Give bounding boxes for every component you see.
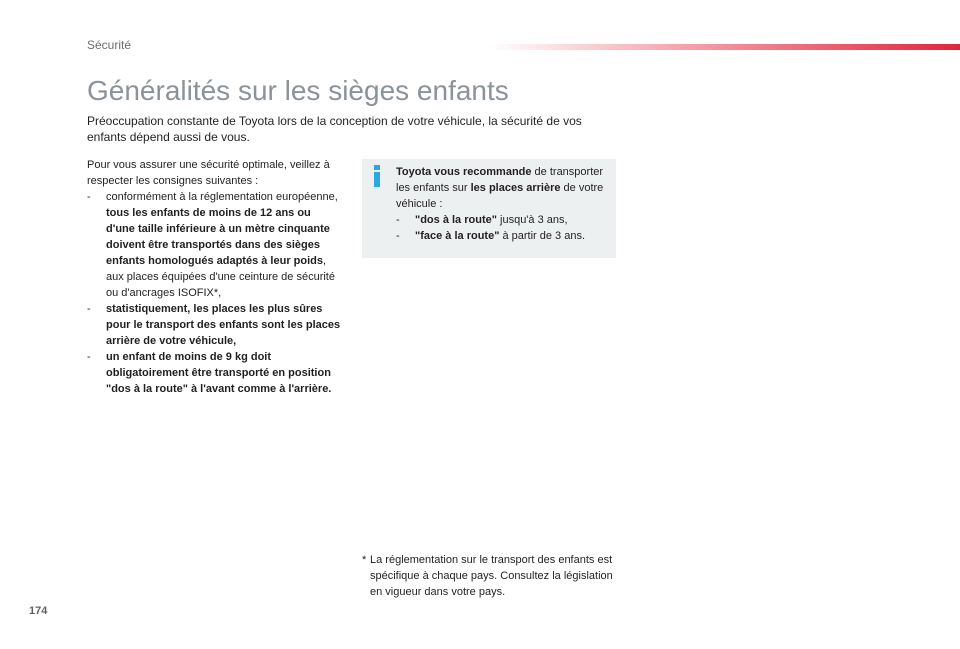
list-dash: - xyxy=(87,191,91,203)
recommendation-box xyxy=(362,159,616,258)
list-item xyxy=(87,349,342,397)
list-item-bold: statistiquement, les places les plus sûres pour le transport des enfants sont les places arrière de votre véhicule, xyxy=(106,303,341,347)
recommendation-fragment: de transporter les enfants sur xyxy=(396,166,604,194)
recommendation-text xyxy=(396,164,608,244)
list-item xyxy=(396,228,608,244)
recommendation-strong: Toyota vous recommande xyxy=(396,166,532,178)
footnote xyxy=(362,552,622,600)
header-accent-bar xyxy=(490,44,960,50)
list-item xyxy=(87,189,342,301)
section-label: Sécurité xyxy=(87,38,132,52)
intro-paragraph: Préoccupation constante de Toyota lors de la conception de votre véhicule, la sécurité de vos enfants dépend aussi de vous. xyxy=(87,114,582,144)
recommendation-places: les places arrière xyxy=(470,182,561,194)
list-item-text: à partir de 3 ans. xyxy=(499,230,586,242)
recommendation-lead xyxy=(396,164,608,212)
list-item-bold: tous les enfants de moins de 12 ans ou d'une taille inférieure à un mètre cinquante doivent être transportés dans des sièges enfants homologués adaptés à leur poids xyxy=(106,207,330,267)
footnote-marker: * xyxy=(362,554,367,566)
list-dash: - xyxy=(396,230,400,242)
list-item-bold: "dos à la route" xyxy=(415,214,497,226)
list-dash: - xyxy=(87,351,91,363)
list-dash: - xyxy=(396,214,400,226)
list-item-text: conformément à la réglementation européenne, xyxy=(106,191,338,203)
recommendation-fragment: de votre véhicule : xyxy=(396,182,604,210)
footnote-text: La réglementation sur le transport des enfants est spécifique à chaque pays. Consultez la législation en vigueur dans votre pays. xyxy=(370,554,613,598)
list-item xyxy=(87,301,342,349)
list-item-text: jusqu'à 3 ans, xyxy=(496,214,568,226)
safety-instructions xyxy=(87,157,342,397)
list-item xyxy=(396,212,608,228)
list-item-text: , aux places équipées d'une ceinture de sécurité ou d'ancrages ISOFIX*, xyxy=(106,255,335,299)
list-item-bold: "face à la route" xyxy=(415,230,500,242)
list-dash: - xyxy=(87,303,91,315)
page-title: Généralités sur les sièges enfants xyxy=(87,75,509,106)
info-icon xyxy=(370,165,384,187)
instructions-lead: Pour vous assurer une sécurité optimale, veillez à respecter les consignes suivantes : xyxy=(87,159,330,187)
list-item-bold: un enfant de moins de 9 kg doit obligatoirement être transporté en position "dos à la route" à l'avant comme à l'arrière. xyxy=(106,351,332,395)
page-number: 174 xyxy=(29,605,48,617)
